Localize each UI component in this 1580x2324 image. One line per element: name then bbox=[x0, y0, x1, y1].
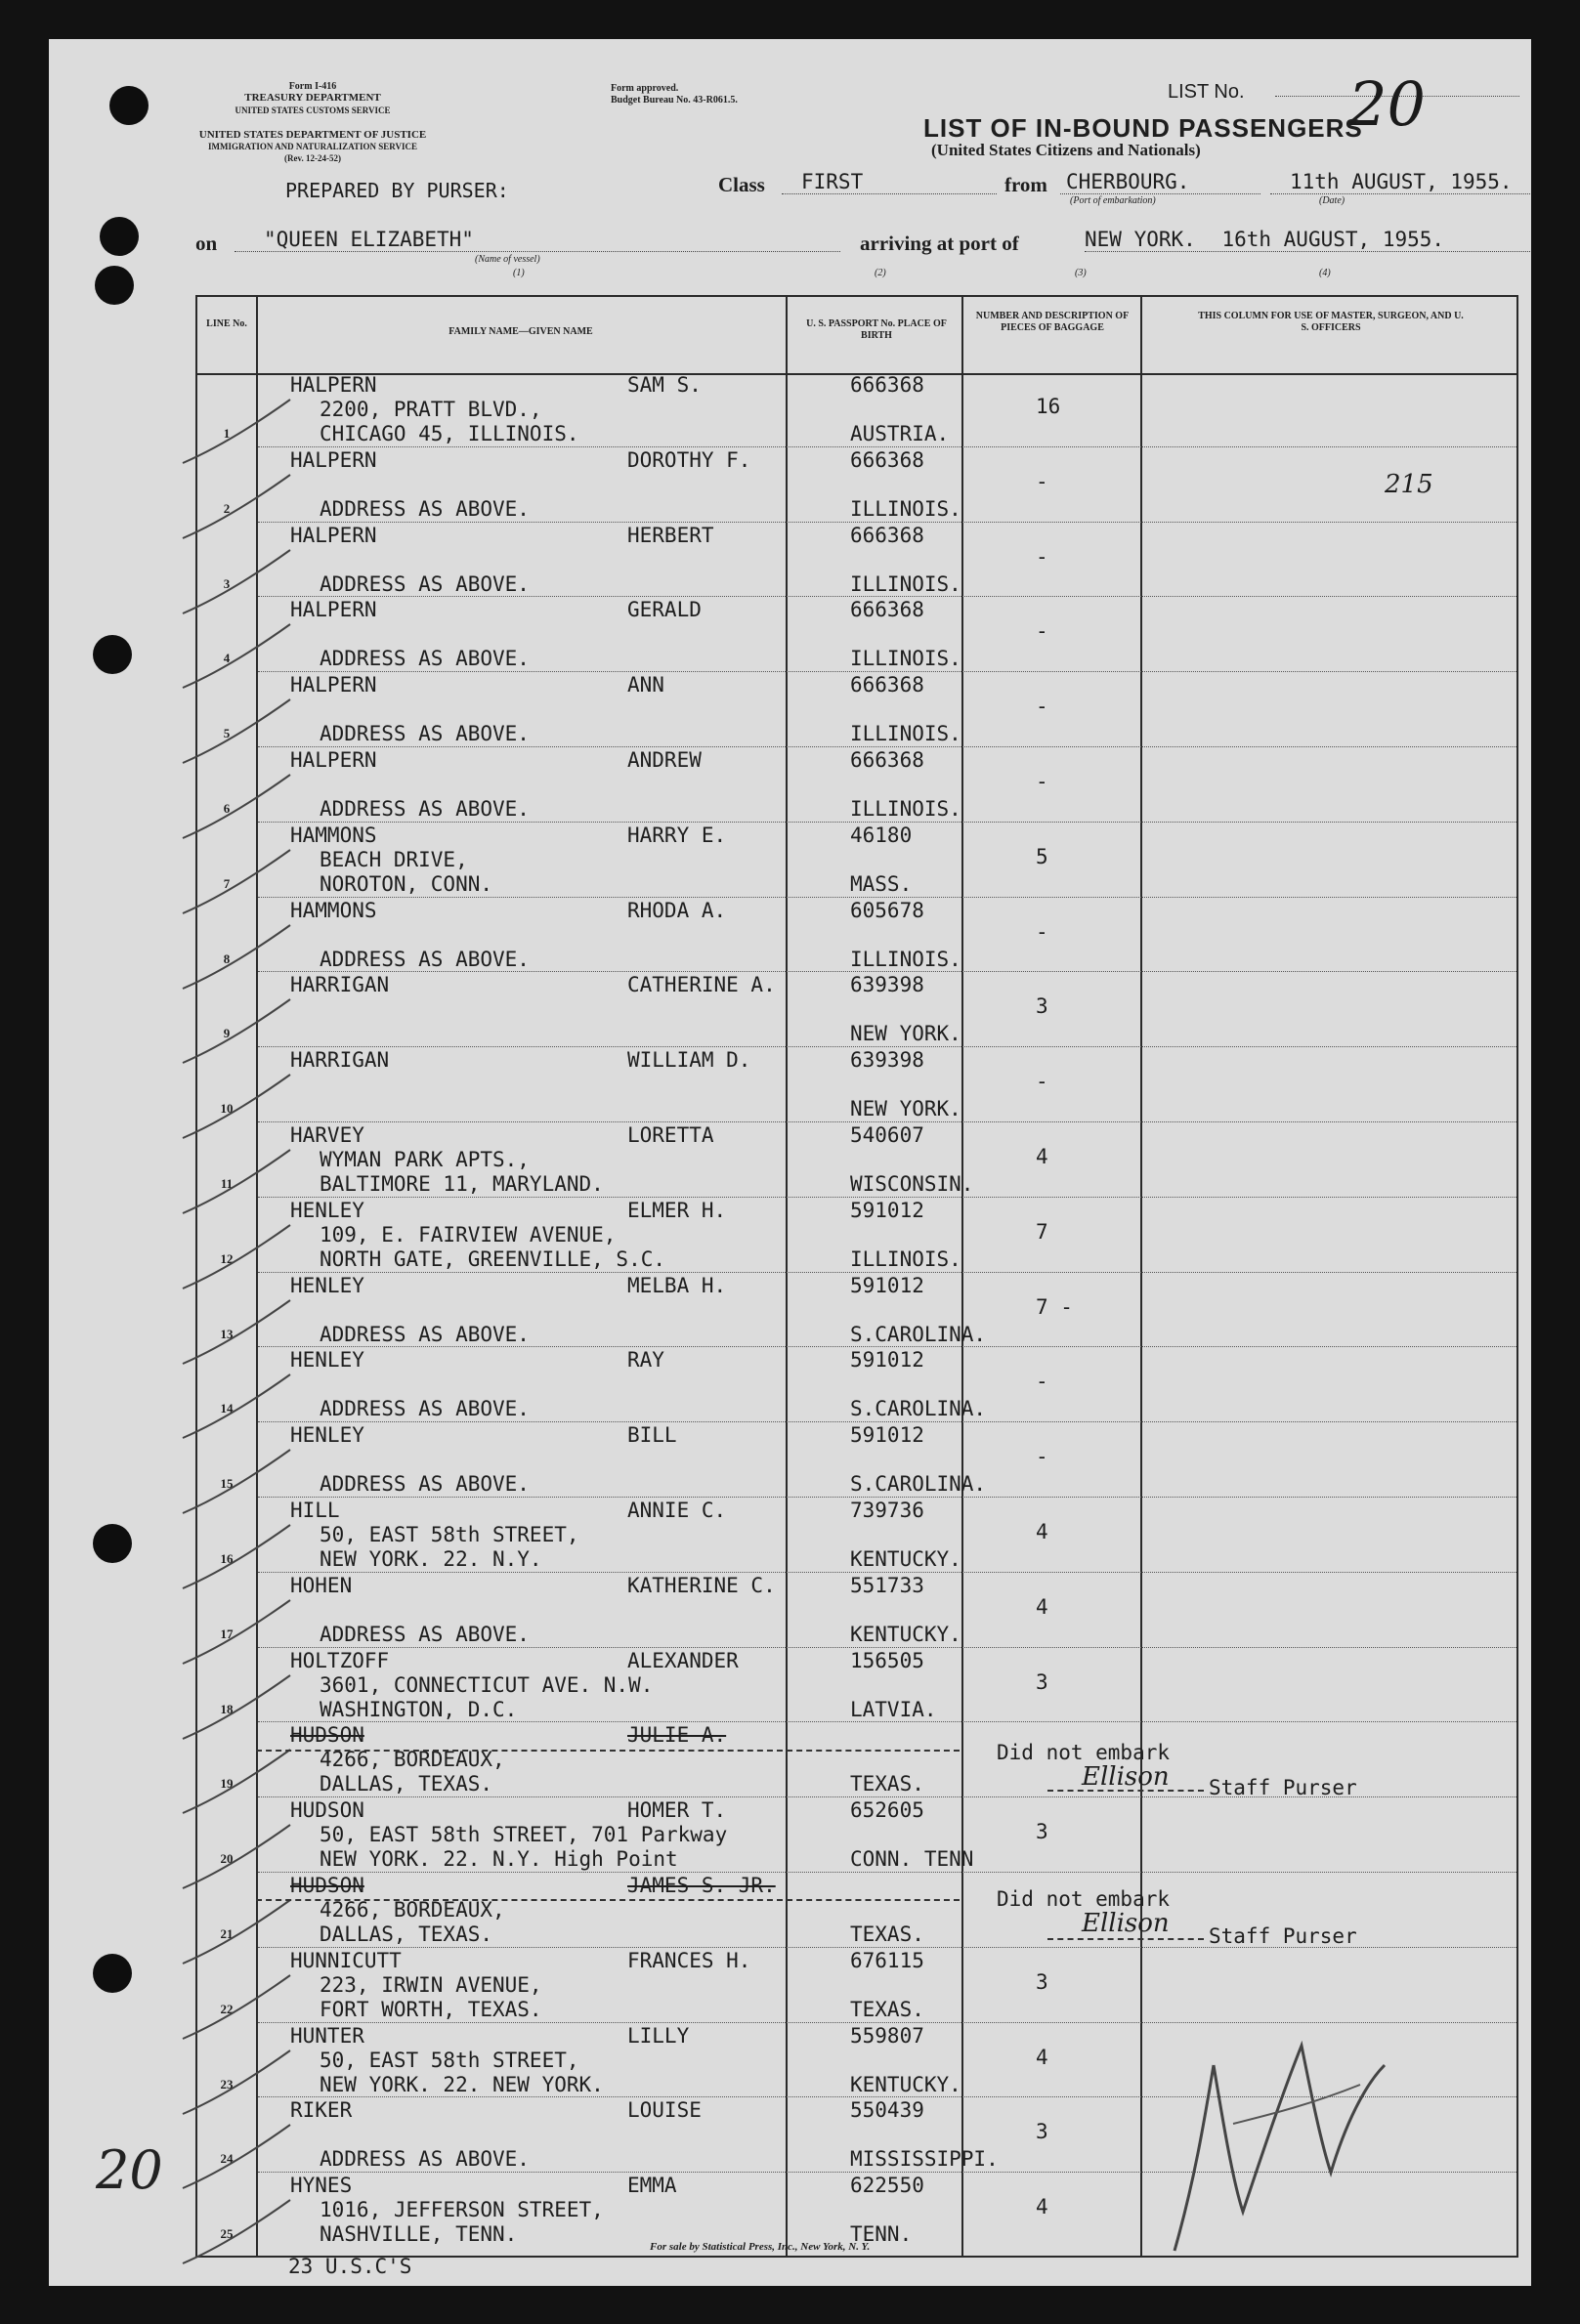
line-number: 18 bbox=[220, 1701, 234, 1716]
address-line-2: FORT WORTH, TEXAS. bbox=[320, 1997, 542, 2021]
given-name: HOMER T. bbox=[627, 1798, 727, 1823]
line-number: 10 bbox=[220, 1101, 234, 1117]
baggage-count: 3 bbox=[1036, 2120, 1048, 2144]
binder-hole bbox=[100, 217, 139, 256]
line-number: 3 bbox=[223, 575, 231, 591]
given-name: SAM S. bbox=[627, 373, 702, 397]
line-number: 6 bbox=[223, 801, 231, 816]
signature-19: Ellison bbox=[1082, 1762, 1170, 1792]
list-no-label: LIST No. bbox=[1168, 81, 1245, 103]
col-baggage: NUMBER AND DESCRIPTION OF PIECES OF BAGGAGE bbox=[975, 311, 1130, 333]
family-name: HUDSON bbox=[290, 1723, 364, 1748]
given-name: DOROTHY F. bbox=[627, 447, 751, 472]
passport-number: 739736 bbox=[850, 1499, 924, 1522]
family-name: HARRIGAN bbox=[290, 973, 390, 997]
family-name: HENLEY bbox=[290, 1348, 364, 1373]
address-line-2: ADDRESS AS ABOVE. bbox=[320, 1322, 530, 1346]
check-mark-icon bbox=[178, 1595, 295, 1673]
place-of-birth: NEW YORK. bbox=[850, 1022, 961, 1046]
baggage-count: - bbox=[1036, 919, 1048, 944]
address-line-1: 3601, CONNECTICUT AVE. N.W. bbox=[320, 1672, 654, 1697]
passport-number: 550439 bbox=[850, 2098, 924, 2123]
passport-number: 666368 bbox=[850, 523, 924, 547]
baggage-count: 3 bbox=[1036, 1669, 1048, 1694]
address-line-2: NEW YORK. 22. NEW YORK. bbox=[320, 2072, 604, 2096]
family-name: HUDSON bbox=[290, 1798, 364, 1823]
line-number: 5 bbox=[223, 726, 231, 741]
given-name: JAMES S. JR. bbox=[627, 1874, 776, 1897]
row-divider bbox=[258, 1121, 1516, 1122]
binder-hole bbox=[93, 1524, 132, 1563]
staff-purser-21: Staff Purser bbox=[1209, 1924, 1357, 1948]
address-line-1: WYMAN PARK APTS., bbox=[320, 1148, 530, 1171]
line-number: 4 bbox=[223, 651, 231, 666]
given-name: LOUISE bbox=[627, 2098, 702, 2123]
line-number: 2 bbox=[223, 500, 231, 516]
family-name: HALPERN bbox=[290, 748, 377, 772]
check-mark-icon bbox=[178, 395, 295, 473]
form-id: Form I-416 bbox=[288, 81, 337, 92]
address-line-1: 50, EAST 58th STREET, bbox=[320, 2048, 579, 2072]
row-divider bbox=[258, 1421, 1516, 1422]
address-line-2: NORTH GATE, GREENVILLE, S.C. bbox=[320, 1247, 666, 1271]
arriving-label: arriving at port of bbox=[860, 232, 1019, 255]
check-mark-icon bbox=[178, 1145, 295, 1223]
baggage-count: - bbox=[1036, 1070, 1048, 1094]
line-number: 14 bbox=[220, 1401, 234, 1416]
did-not-embark-19: Did not embark bbox=[997, 1741, 1171, 1764]
family-name: HUNTER bbox=[290, 2023, 364, 2048]
baggage-count: - bbox=[1036, 469, 1048, 493]
address-line-2: ADDRESS AS ABOVE. bbox=[320, 722, 530, 746]
given-name: LILLY bbox=[627, 2023, 690, 2048]
form-approved: Form approved. bbox=[611, 83, 679, 94]
check-mark-icon bbox=[178, 619, 295, 697]
embarkation-date: 11th AUGUST, 1955. bbox=[1270, 170, 1531, 194]
passenger-table bbox=[195, 295, 1518, 2258]
family-name: HALPERN bbox=[290, 447, 377, 472]
col-line: LINE No. bbox=[206, 318, 247, 329]
date-caption: (Date) bbox=[1319, 195, 1345, 206]
row-divider bbox=[258, 446, 1516, 447]
document-title: LIST OF IN-BOUND PASSENGERS bbox=[923, 113, 1363, 143]
col-officers: THIS COLUMN FOR USE OF MASTER, SURGEON, AND U. S. OFFICERS bbox=[1198, 311, 1464, 333]
line-number: 25 bbox=[220, 2226, 234, 2242]
address-line-1: 2200, PRATT BLVD., bbox=[320, 398, 542, 421]
check-mark-icon bbox=[178, 1445, 295, 1523]
place-of-birth: ILLINOIS. bbox=[850, 1247, 961, 1271]
family-name: HUDSON bbox=[290, 1874, 364, 1897]
place-of-birth: ILLINOIS. bbox=[850, 722, 961, 746]
passport-number: 666368 bbox=[850, 673, 924, 697]
department-of-justice: UNITED STATES DEPARTMENT OF JUSTICE bbox=[198, 129, 427, 141]
strike-line-21 bbox=[256, 1899, 960, 1901]
arrival-port-name: NEW YORK. bbox=[1085, 228, 1196, 251]
check-mark-icon bbox=[178, 920, 295, 998]
passport-number: 46180 bbox=[850, 823, 913, 847]
port-of-embarkation: CHERBOURG. bbox=[1060, 170, 1260, 194]
address-line-2: ADDRESS AS ABOVE. bbox=[320, 1622, 530, 1646]
line-number: 7 bbox=[223, 875, 231, 891]
passport-number: 605678 bbox=[850, 898, 924, 922]
address-line-2: NOROTON, CONN. bbox=[320, 871, 493, 896]
passenger-count: 23 U.S.C'S bbox=[288, 2255, 412, 2278]
place-of-birth: MASS. bbox=[850, 871, 913, 896]
baggage-count: - bbox=[1036, 695, 1048, 719]
baggage-count: 4 bbox=[1036, 1520, 1048, 1543]
col-name: FAMILY NAME—GIVEN NAME bbox=[448, 326, 593, 337]
baggage-count: 3 bbox=[1036, 994, 1048, 1019]
address-line-1: 4266, BORDEAUX, bbox=[320, 1748, 505, 1772]
passport-number: 591012 bbox=[850, 1273, 924, 1297]
officer-note: 215 bbox=[1385, 469, 1433, 499]
place-of-birth: TENN. bbox=[850, 2222, 913, 2247]
check-mark-icon bbox=[178, 2046, 295, 2124]
baggage-count: - bbox=[1036, 770, 1048, 793]
passport-number: 591012 bbox=[850, 1423, 924, 1448]
address-line-2: ADDRESS AS ABOVE. bbox=[320, 947, 530, 971]
arrival-date: 16th AUGUST, 1955. bbox=[1221, 228, 1445, 251]
signature-21: Ellison bbox=[1082, 1909, 1170, 1938]
check-mark-icon bbox=[178, 470, 295, 548]
place-of-birth: LATVIA. bbox=[850, 1697, 937, 1721]
document-subtitle: (United States Citizens and Nationals) bbox=[931, 141, 1201, 159]
address-line-1: 50, EAST 58th STREET, 701 Parkway bbox=[320, 1823, 728, 1847]
address-line-2: ADDRESS AS ABOVE. bbox=[320, 1397, 530, 1421]
address-line-2: ADDRESS AS ABOVE. bbox=[320, 797, 530, 821]
baggage-count: 3 bbox=[1036, 1820, 1048, 1844]
staff-purser-19: Staff Purser bbox=[1209, 1776, 1357, 1799]
family-name: HALPERN bbox=[290, 673, 377, 697]
check-mark-icon bbox=[178, 695, 295, 773]
baggage-count: 7 bbox=[1036, 1219, 1048, 1244]
line-number: 8 bbox=[223, 951, 231, 966]
baggage-count: 3 bbox=[1036, 1969, 1048, 1994]
family-name: HENLEY bbox=[290, 1423, 364, 1448]
address-line-2: BALTIMORE 11, MARYLAND. bbox=[320, 1172, 604, 1196]
address-line-2: ADDRESS AS ABOVE. bbox=[320, 647, 530, 671]
col-num-3: (3) bbox=[1075, 268, 1087, 278]
row-divider bbox=[258, 1046, 1516, 1047]
given-name: HARRY E. bbox=[627, 823, 727, 847]
address-line-2: DALLAS, TEXAS. bbox=[320, 1772, 493, 1796]
family-name: HALPERN bbox=[290, 373, 377, 397]
line-number: 20 bbox=[220, 1851, 234, 1867]
given-name: GERALD bbox=[627, 598, 702, 622]
line-number: 23 bbox=[220, 2076, 234, 2092]
check-mark-icon bbox=[178, 545, 295, 623]
address-line-2: ADDRESS AS ABOVE. bbox=[320, 1472, 530, 1497]
row-divider bbox=[258, 1497, 1516, 1498]
address-line-1: BEACH DRIVE, bbox=[320, 847, 468, 871]
col-num-1: (1) bbox=[513, 268, 525, 278]
check-mark-icon bbox=[178, 1970, 295, 2049]
document-page bbox=[49, 39, 1531, 2286]
port-caption: (Port of embarkation) bbox=[1070, 195, 1156, 206]
baggage-count: 4 bbox=[1036, 1594, 1048, 1619]
family-name: HAMMONS bbox=[290, 823, 377, 847]
passport-number: 559807 bbox=[850, 2023, 924, 2048]
baggage-count: - bbox=[1036, 544, 1048, 569]
line-number: 24 bbox=[220, 2151, 234, 2167]
row-divider bbox=[258, 522, 1516, 523]
place-of-birth: S.CAROLINA. bbox=[850, 1397, 987, 1421]
col-passport: U. S. PASSPORT No. PLACE OF BIRTH bbox=[806, 318, 947, 341]
family-name: HYNES bbox=[290, 2174, 353, 2198]
place-of-birth: KENTUCKY. bbox=[850, 1622, 961, 1646]
given-name: ELMER H. bbox=[627, 1198, 727, 1222]
place-of-birth: NEW YORK. bbox=[850, 1097, 961, 1121]
family-name: HALPERN bbox=[290, 598, 377, 622]
passport-number: 622550 bbox=[850, 2174, 924, 2198]
prepared-by-purser: PREPARED BY PURSER: bbox=[285, 179, 509, 202]
row-divider bbox=[258, 746, 1516, 747]
given-name: ANNIE C. bbox=[627, 1499, 727, 1522]
address-line-2: WASHINGTON, D.C. bbox=[320, 1697, 518, 1721]
place-of-birth: TEXAS. bbox=[850, 1997, 924, 2021]
check-mark-icon bbox=[178, 770, 295, 848]
place-of-birth: S.CAROLINA. bbox=[850, 1322, 987, 1346]
check-mark-icon bbox=[178, 1370, 295, 1448]
row-divider bbox=[258, 1647, 1516, 1648]
arrival-port bbox=[1085, 228, 1531, 252]
baggage-count: 16 bbox=[1036, 395, 1061, 418]
passport-number: 156505 bbox=[850, 1648, 924, 1672]
binder-hole bbox=[93, 635, 132, 674]
given-name: CATHERINE A. bbox=[627, 973, 776, 997]
line-number: 19 bbox=[220, 1776, 234, 1792]
row-divider bbox=[258, 596, 1516, 597]
line-number: 22 bbox=[220, 2001, 234, 2016]
row-divider bbox=[258, 1272, 1516, 1273]
given-name: LORETTA bbox=[627, 1123, 714, 1147]
place-of-birth: KENTUCKY. bbox=[850, 1547, 961, 1571]
check-mark-icon bbox=[178, 1220, 295, 1298]
given-name: RHODA A. bbox=[627, 898, 727, 922]
place-of-birth: MISSISSIPPI. bbox=[850, 2147, 999, 2172]
address-line-2: NASHVILLE, TENN. bbox=[320, 2222, 518, 2247]
place-of-birth: ILLINOIS. bbox=[850, 571, 961, 596]
row-divider bbox=[258, 971, 1516, 972]
passport-number: 666368 bbox=[850, 598, 924, 622]
baggage-count: - bbox=[1036, 619, 1048, 644]
line-number: 15 bbox=[220, 1476, 234, 1492]
family-name: HAMMONS bbox=[290, 898, 377, 922]
address-line-1: 109, E. FAIRVIEW AVENUE, bbox=[320, 1222, 617, 1247]
check-mark-icon bbox=[178, 1745, 295, 1823]
passport-number: 540607 bbox=[850, 1123, 924, 1147]
place-of-birth: WISCONSIN. bbox=[850, 1172, 974, 1196]
from-label: from bbox=[1004, 173, 1047, 196]
line-number: 17 bbox=[220, 1626, 234, 1641]
family-name: HOLTZOFF bbox=[290, 1648, 390, 1672]
address-line-2: ADDRESS AS ABOVE. bbox=[320, 2147, 530, 2172]
passport-number: 591012 bbox=[850, 1198, 924, 1222]
did-not-embark-21: Did not embark bbox=[997, 1887, 1171, 1911]
address-line-2: NEW YORK. 22. N.Y. High Point bbox=[320, 1847, 678, 1872]
customs-service: UNITED STATES CUSTOMS SERVICE bbox=[235, 106, 391, 115]
line-number: 1 bbox=[223, 426, 231, 441]
given-name: HERBERT bbox=[627, 523, 714, 547]
line-number: 9 bbox=[223, 1026, 231, 1041]
revision: (Rev. 12-24-52) bbox=[284, 153, 341, 163]
line-number: 13 bbox=[220, 1326, 234, 1341]
check-mark-icon bbox=[178, 1070, 295, 1148]
check-mark-icon bbox=[178, 2120, 295, 2198]
binder-hole bbox=[109, 86, 149, 125]
given-name: JULIE A. bbox=[627, 1723, 727, 1748]
line-number: 21 bbox=[220, 1926, 234, 1941]
row-divider bbox=[258, 822, 1516, 823]
given-name: FRANCES H. bbox=[627, 1948, 751, 1972]
row-divider bbox=[258, 1346, 1516, 1347]
family-name: HOHEN bbox=[290, 1573, 353, 1597]
class-label: Class bbox=[718, 173, 765, 196]
col-num-2: (2) bbox=[875, 268, 886, 278]
row-divider bbox=[258, 897, 1516, 898]
family-name: HALPERN bbox=[290, 523, 377, 547]
given-name: MELBA H. bbox=[627, 1273, 727, 1297]
address-line-1: 223, IRWIN AVENUE, bbox=[320, 1972, 542, 1997]
given-name: EMMA bbox=[627, 2174, 677, 2198]
place-of-birth: TEXAS. bbox=[850, 1923, 924, 1946]
row-divider bbox=[258, 1197, 1516, 1198]
baggage-count: 4 bbox=[1036, 2195, 1048, 2219]
place-of-birth: S.CAROLINA. bbox=[850, 1472, 987, 1497]
check-mark-icon bbox=[178, 1670, 295, 1749]
class-value: FIRST bbox=[782, 170, 997, 194]
place-of-birth: KENTUCKY. bbox=[850, 2072, 961, 2096]
row-divider bbox=[258, 1721, 1516, 1722]
passport-number: 666368 bbox=[850, 447, 924, 472]
printer-credit: For sale by Statistical Press, Inc., New York, N. Y. bbox=[650, 2241, 871, 2253]
binder-hole bbox=[93, 1954, 132, 1993]
address-line-2: DALLAS, TEXAS. bbox=[320, 1923, 493, 1946]
check-mark-icon bbox=[178, 845, 295, 923]
check-mark-icon bbox=[178, 1520, 295, 1598]
address-line-2: NEW YORK. 22. N.Y. bbox=[320, 1547, 542, 1571]
given-name: BILL bbox=[627, 1423, 677, 1448]
binder-hole bbox=[95, 266, 134, 305]
check-mark-icon bbox=[178, 1295, 295, 1373]
check-mark-icon bbox=[178, 1895, 295, 1973]
family-name: HUNNICUTT bbox=[290, 1948, 402, 1972]
check-mark-icon bbox=[178, 994, 295, 1073]
place-of-birth: CONN. TENN bbox=[850, 1847, 974, 1872]
family-name: RIKER bbox=[290, 2098, 353, 2123]
place-of-birth: ILLINOIS. bbox=[850, 496, 961, 521]
passport-number: 676115 bbox=[850, 1948, 924, 1972]
check-mark-icon bbox=[178, 2195, 295, 2273]
ins-service: IMMIGRATION AND NATURALIZATION SERVICE bbox=[208, 142, 417, 151]
line-number: 16 bbox=[220, 1551, 234, 1566]
passport-number: 652605 bbox=[850, 1798, 924, 1823]
treasury-department: TREASURY DEPARTMENT bbox=[244, 92, 381, 104]
vessel-caption: (Name of vessel) bbox=[475, 254, 540, 265]
place-of-birth: ILLINOIS. bbox=[850, 797, 961, 821]
baggage-count: 4 bbox=[1036, 1145, 1048, 1168]
officer-scrawl-icon bbox=[1135, 2007, 1409, 2261]
baggage-count: - bbox=[1036, 1370, 1048, 1394]
margin-number: 20 bbox=[96, 2139, 163, 2201]
line-number: 12 bbox=[220, 1250, 234, 1266]
place-of-birth: ILLINOIS. bbox=[850, 647, 961, 671]
passport-number: 591012 bbox=[850, 1348, 924, 1373]
on-label: on bbox=[195, 232, 218, 255]
address-line-2: CHICAGO 45, ILLINOIS. bbox=[320, 422, 579, 445]
place-of-birth: AUSTRIA. bbox=[850, 422, 950, 445]
address-line-1: 1016, JEFFERSON STREET, bbox=[320, 2198, 604, 2222]
row-divider bbox=[258, 1572, 1516, 1573]
baggage-count: 5 bbox=[1036, 844, 1048, 868]
baggage-count: - bbox=[1036, 1445, 1048, 1469]
given-name: ALEXANDER bbox=[627, 1648, 739, 1672]
line-number: 11 bbox=[220, 1176, 234, 1191]
given-name: RAY bbox=[627, 1348, 664, 1373]
family-name: HARRIGAN bbox=[290, 1048, 390, 1073]
given-name: KATHERINE C. bbox=[627, 1573, 776, 1597]
family-name: HENLEY bbox=[290, 1273, 364, 1297]
passport-number: 666368 bbox=[850, 748, 924, 772]
vessel-name: "QUEEN ELIZABETH" bbox=[235, 228, 840, 252]
address-line-2: ADDRESS AS ABOVE. bbox=[320, 571, 530, 596]
given-name: WILLIAM D. bbox=[627, 1048, 751, 1073]
address-line-1: 50, EAST 58th STREET, bbox=[320, 1523, 579, 1546]
row-divider bbox=[258, 671, 1516, 672]
passport-number: 639398 bbox=[850, 973, 924, 997]
strike-line-19 bbox=[256, 1750, 960, 1752]
col-num-4: (4) bbox=[1319, 268, 1331, 278]
budget-bureau: Budget Bureau No. 43-R061.5. bbox=[611, 95, 738, 106]
passport-number: 666368 bbox=[850, 373, 924, 397]
given-name: ANDREW bbox=[627, 748, 702, 772]
place-of-birth: ILLINOIS. bbox=[850, 947, 961, 971]
address-line-2: ADDRESS AS ABOVE. bbox=[320, 496, 530, 521]
passport-number: 551733 bbox=[850, 1573, 924, 1597]
address-line-1: 4266, BORDEAUX, bbox=[320, 1898, 505, 1922]
passport-number: 639398 bbox=[850, 1048, 924, 1073]
family-name: HILL bbox=[290, 1499, 340, 1522]
family-name: HENLEY bbox=[290, 1198, 364, 1222]
baggage-count: 4 bbox=[1036, 2045, 1048, 2069]
row-divider bbox=[258, 1872, 1516, 1873]
list-number: 20 bbox=[1348, 68, 1426, 140]
baggage-count: 7 - bbox=[1036, 1294, 1073, 1319]
family-name: HARVEY bbox=[290, 1123, 364, 1147]
given-name: ANN bbox=[627, 673, 664, 697]
check-mark-icon bbox=[178, 1820, 295, 1898]
place-of-birth: TEXAS. bbox=[850, 1772, 924, 1796]
